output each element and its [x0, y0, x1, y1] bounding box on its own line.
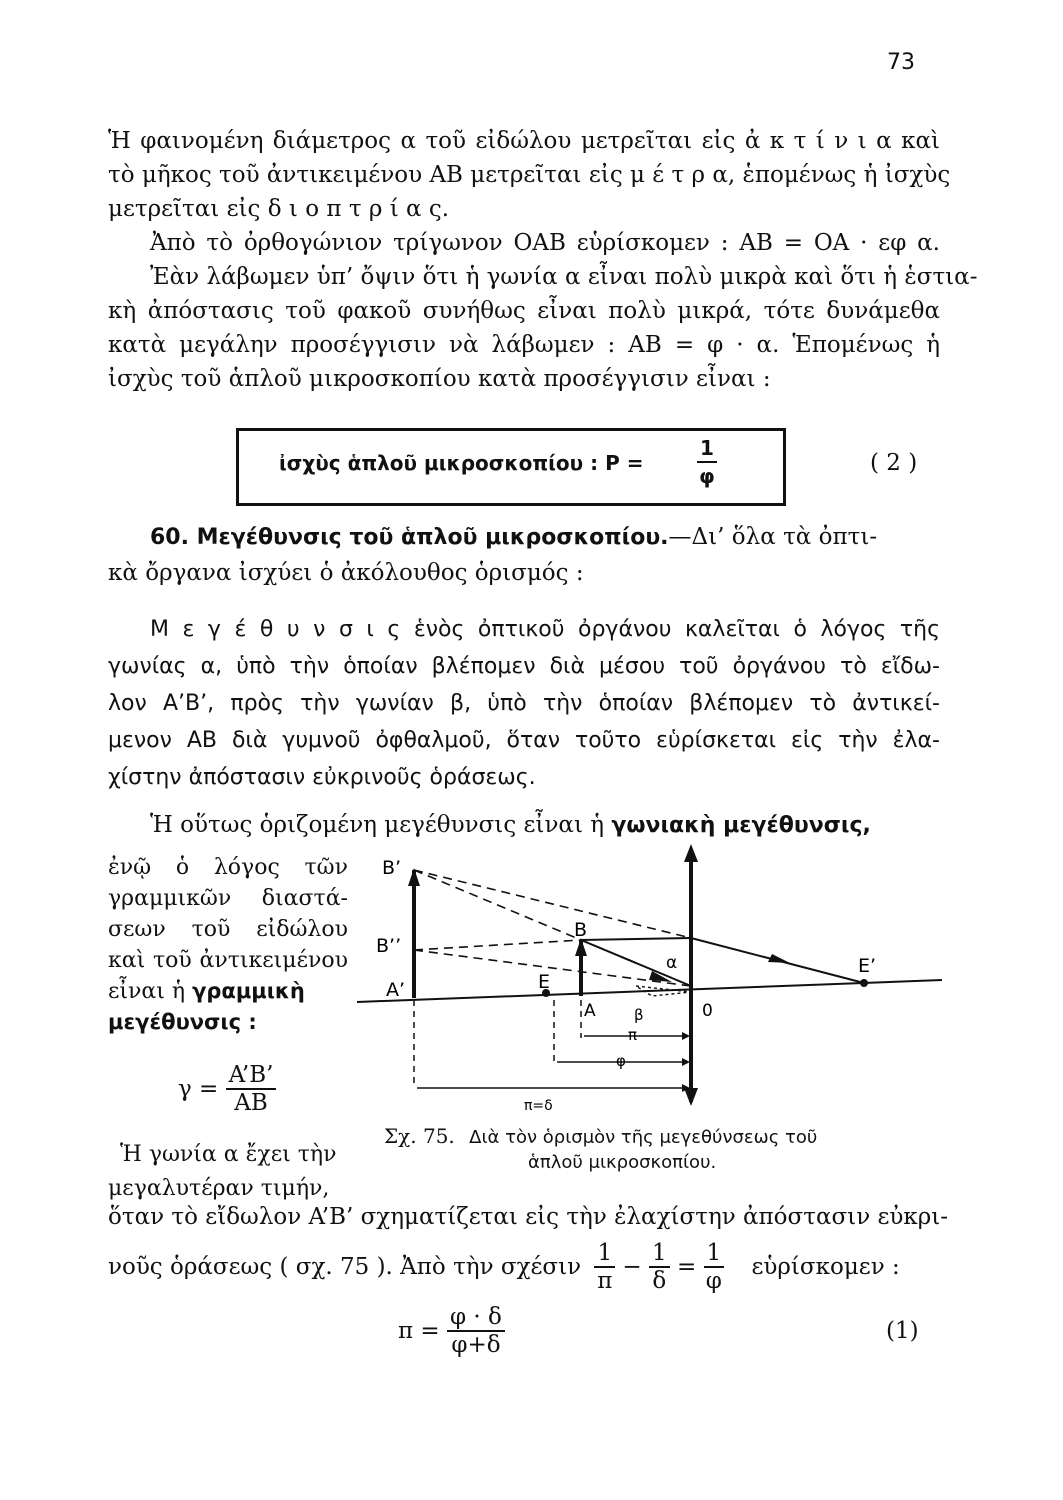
figure-caption: [384, 1124, 817, 1148]
linear-term-2: μεγέθυνσις :: [108, 1010, 257, 1034]
label-e-prime: E’: [858, 955, 877, 977]
intro-line-6: κὴ ἀπόστασις τοῦ φακοῦ συνήθως εἶναι πολὺ μικρά, τότε δυνάμεθα: [108, 298, 940, 324]
pi-lhs: π =: [398, 1318, 440, 1344]
final-line-1: ὅταν τὸ εἴδωλον A’B’ σχηματίζεται εἰς τὴν ἐλαχίστην ἀπόστασιν εὐκρι-: [108, 1204, 949, 1230]
rel-equals: =: [676, 1254, 697, 1280]
rel-numerator-1: 1: [594, 1240, 615, 1268]
dim-pi-arrow: [682, 1032, 690, 1040]
linear-prefix: εἶναι ἡ: [108, 979, 186, 1004]
intro-line-5: Ἐὰν λάβωμεν ὑπ’ ὄψιν ὅτι ἡ γωνία α εἶναι πολὺ μικρὰ καὶ ὅτι ἡ ἑστια-: [150, 264, 978, 290]
power-formula-label: ἰσχὺς ἁπλοῦ μικροσκοπίου : P =: [279, 451, 644, 475]
label-b-prime: B’: [382, 857, 402, 879]
power-numerator: 1: [697, 435, 717, 463]
rel-numerator-3: 1: [704, 1240, 725, 1268]
intro-line-8: ἰσχὺς τοῦ ἁπλοῦ μικροσκοπίου κατὰ προσέγγισιν εἶναι :: [108, 366, 771, 392]
point-e-prime: [860, 979, 868, 987]
left-line-5: [108, 976, 348, 1007]
power-denominator: φ: [699, 464, 715, 488]
linear-term-1: γραμμικὴ: [192, 979, 305, 1003]
after-line-1: Ἡ γωνία α ἔχει τὴν: [120, 1142, 337, 1167]
label-a: A: [584, 1001, 596, 1021]
intro-line-3: μετρεῖται εἰς δ ι ο π τ ρ ί α ς.: [108, 196, 450, 222]
formula-box: [236, 428, 786, 506]
angular-magnification-term: γωνιακὴ μεγέθυνσις,: [611, 813, 871, 838]
lens-bottom-arrow: [684, 1088, 698, 1106]
page-number: 73: [887, 50, 915, 75]
dim-phi-arrow: [682, 1058, 690, 1066]
label-e: E: [538, 971, 551, 993]
section-heading-line: [150, 524, 877, 550]
angular-prefix: Ἡ οὕτως ὁριζομένη μεγέθυνσις εἶναι ἡ: [150, 812, 605, 838]
label-pi-delta: π=δ: [524, 1098, 553, 1114]
rel-denominator-2: δ: [652, 1268, 667, 1294]
label-alpha: α: [666, 953, 678, 973]
section-heading: 60. Μεγέθυνσις τοῦ ἁπλοῦ μικροσκοπίου.: [150, 525, 669, 550]
ray-solid-2: [581, 938, 691, 940]
angular-magnification-line: [150, 812, 871, 838]
gamma-formula: [178, 1062, 276, 1116]
label-phi: φ: [616, 1052, 626, 1070]
after-lines: [108, 1138, 337, 1206]
label-b-double-prime: B’’: [376, 935, 402, 957]
left-line-3: σεων τοῦ εἰδώλου: [108, 917, 348, 942]
gamma-denominator: AB: [234, 1090, 268, 1116]
intro-line-2: τὸ μῆκος τοῦ ἀντικειμένου AB μετρεῖται εἰς μ έ τ ρ α, ἑπομένως ἡ ἰσχὺς: [108, 162, 951, 188]
gamma-lhs: γ =: [178, 1076, 219, 1102]
left-line-1: ἐνῷ ὁ λόγος τῶν: [108, 855, 348, 880]
final-line-2-prefix: νοῦς ὁράσεως ( σχ. 75 ). Ἀπὸ τὴν σχέσιν: [108, 1254, 582, 1280]
definition-line-4: μενον AB διὰ γυμνοῦ ὀφθαλμοῦ, ὅταν τοῦτο εὑρίσκεται εἰς τὴν ἐλα-: [108, 728, 940, 753]
definition-line-3: λον A’B’, πρὸς τὴν γωνίαν β, ὑπὸ τὴν ὁποίαν βλέπομεν τὸ ἀντικεί-: [108, 691, 940, 716]
equation-number-2: ( 2 ): [870, 450, 918, 476]
equation-number-1: (1): [886, 1318, 919, 1344]
intro-line-7: κατὰ μεγάλην προσέγγισιν νὰ λάβωμεν : AB = φ · α. Ἑπομένως ἡ: [108, 332, 940, 358]
gamma-numerator: A’B’: [226, 1062, 277, 1090]
power-formula-fraction: [697, 435, 717, 489]
ray-arrow-2: [768, 954, 790, 963]
optical-axis: [357, 980, 942, 1002]
label-a-prime: A’: [386, 979, 406, 1001]
caption-text-2: ἁπλοῦ μικροσκοπίου.: [528, 1152, 717, 1173]
rel-denominator-3: φ: [705, 1268, 722, 1294]
section-line-2: κὰ ὄργανα ἰσχύει ὁ ἀκόλουθος ὁρισμός :: [108, 560, 584, 586]
ray-dash-3: [414, 940, 581, 950]
intro-line-4: Ἀπὸ τὸ ὀρθογώνιον τρίγωνον OAB εὑρίσκομεν : AB = OA · εφ α.: [150, 230, 940, 256]
label-pi: π: [628, 1026, 638, 1044]
rel-numerator-2: 1: [649, 1240, 670, 1268]
left-line-2: γραμμικῶν διαστά-: [108, 886, 348, 911]
figure-75: [352, 840, 952, 1120]
caption-text-1: Διὰ τὸν ὁρισμὸν τῆς μεγεθύνσεως τοῦ: [469, 1127, 818, 1148]
definition-line-5: χίστην ἀπόστασιν εὐκρινοῦς ὁράσεως.: [108, 765, 536, 790]
final-line-2-suffix: εὑρίσκομεν :: [751, 1254, 900, 1280]
definition-line-2: γωνίας α, ὑπὸ τὴν ὁποίαν βλέπομεν διὰ μέσου τοῦ ὀργάνου τὸ εἴδω-: [108, 654, 940, 679]
final-line-2: [108, 1240, 900, 1294]
section-heading-tail: —Δι’ ὅλα τὰ ὀπτι-: [668, 524, 878, 550]
lens-top-arrow: [684, 844, 698, 862]
caption-label: Σχ. 75.: [384, 1124, 455, 1148]
rel-minus: −: [622, 1254, 642, 1280]
label-o: 0: [702, 1001, 713, 1021]
pi-formula: [398, 1304, 505, 1358]
pi-numerator: φ · δ: [447, 1304, 505, 1332]
definition-line-1: Μ ε γ έ θ υ ν σ ι ς ἑνὸς ὀπτικοῦ ὀργάνου καλεῖται ὁ λόγος τῆς: [150, 617, 940, 642]
left-line-4: καὶ τοῦ ἀντικειμένου: [108, 948, 348, 973]
pi-denominator: φ+δ: [451, 1332, 501, 1358]
label-beta: β: [634, 1006, 644, 1024]
label-b: B: [574, 919, 588, 941]
left-column: [108, 852, 348, 1038]
after-line-2: μεγαλυτέραν τιμήν,: [108, 1176, 330, 1201]
intro-line-1: Ἡ φαινομένη διάμετρος α τοῦ εἰδώλου μετρεῖται εἰς ἀ κ τ ί ν ι α καὶ: [108, 128, 940, 154]
rel-denominator-1: π: [597, 1268, 613, 1294]
